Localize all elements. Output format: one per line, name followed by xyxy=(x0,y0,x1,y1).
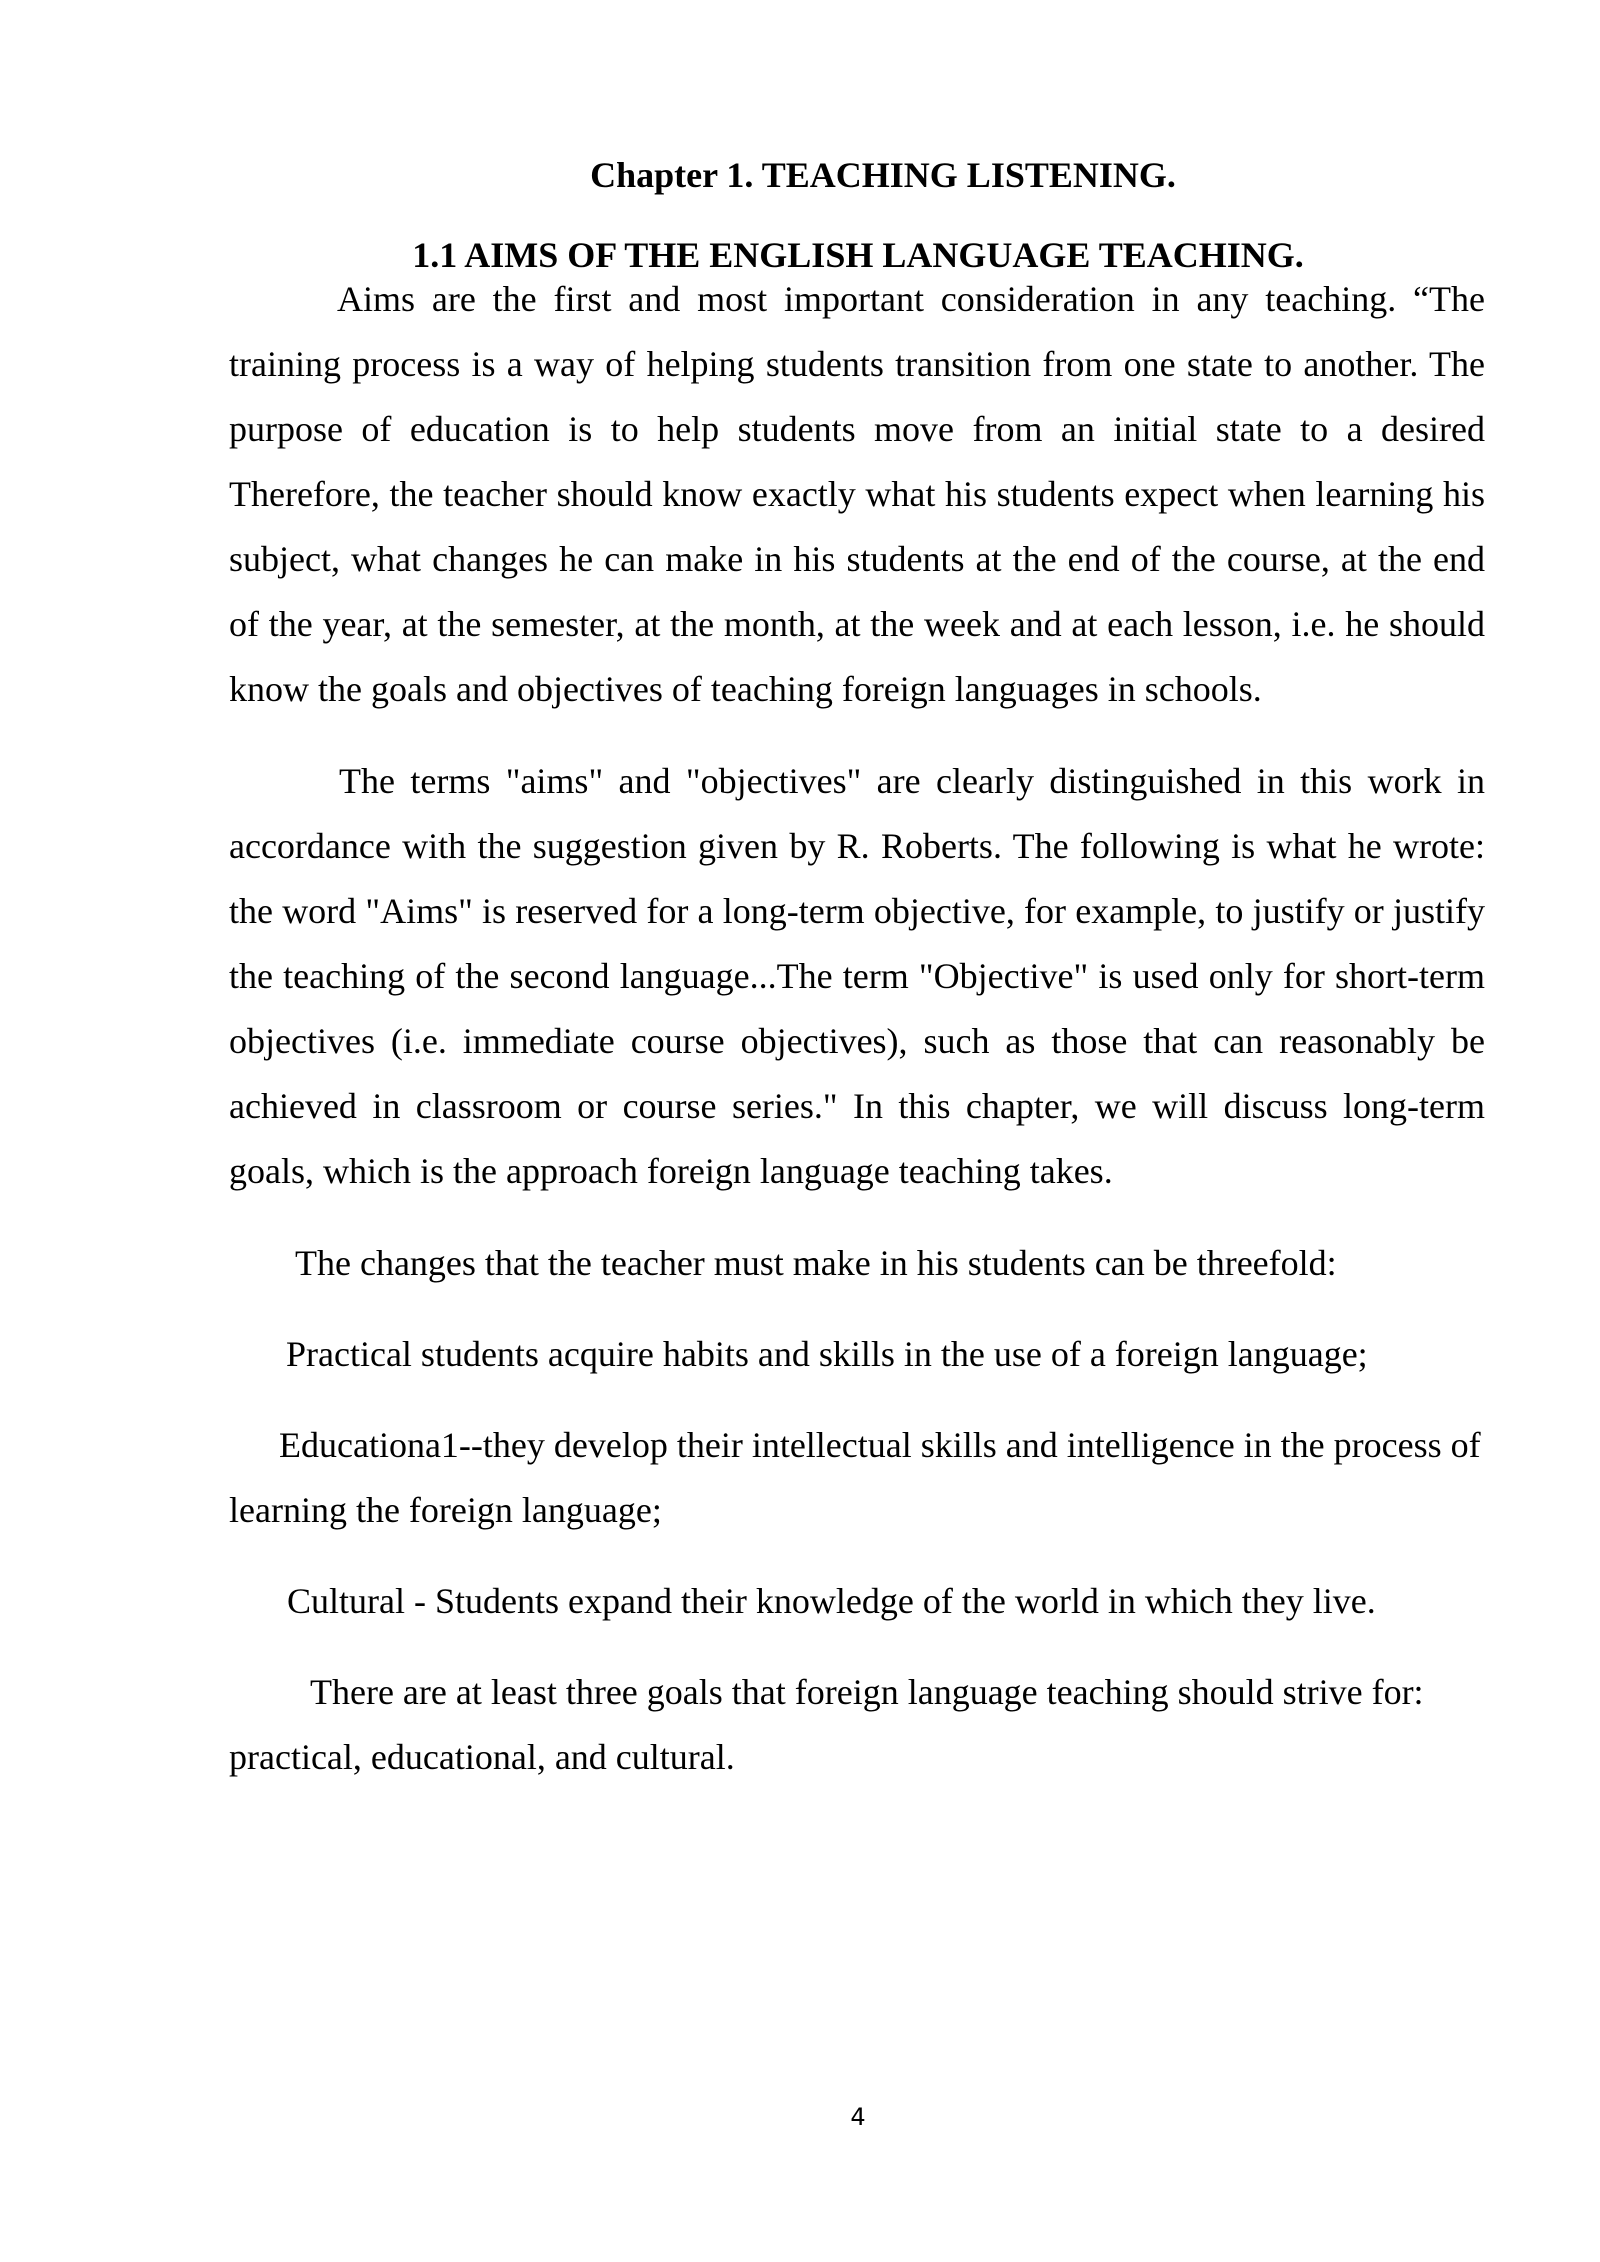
section-title: 1.1 AIMS OF THE ENGLISH LANGUAGE TEACHING. xyxy=(412,235,1304,275)
paragraph-three-goals: There are at least three goals that foreign language teaching should strive for: practical, educational, and cultural. xyxy=(229,1672,1424,1777)
paragraph-changes: The changes that the teacher must make in his students can be threefold: xyxy=(295,1243,1337,1283)
page-number: 4 xyxy=(850,2103,866,2131)
paragraph-practical: Practical students acquire habits and skills in the use of a foreign language; xyxy=(286,1334,1368,1374)
paragraph-aims-objectives: The terms "aims" and "objectives" are clearly distinguished in this work in accordance with the suggestion given by R. Roberts. The following is what he wrote: the word "Aims" is reserved for a long-term objective, for example, to justify or justify the teaching of the second language...The term "Objective" is used only for short-term objectives (i.e. immediate course objectives), such as those that can reasonably be achieved in classroom or course series." In this chapter, we will discuss long-term goals, which is the approach foreign language teaching takes. xyxy=(229,761,1485,1191)
chapter-title: Chapter 1. TEACHING LISTENING. xyxy=(590,155,1176,195)
paragraph-educational: Educationa1--they develop their intellectual skills and intelligence in the process of learning the foreign language; xyxy=(229,1425,1481,1530)
paragraph-aims-intro: Aims are the first and most important consideration in any teaching. “The training process is a way of helping students transition from one state to another. The purpose of education is to help students move from an initial state to a desired Therefore, the teacher should know exactly what his students expect when learning his subject, what changes he can make in his students at the end of the course, at the end of the year, at the semester, at the month, at the week and at each lesson, i.e. he should know the goals and objectives of teaching foreign languages in schools. xyxy=(229,279,1485,709)
page-content xyxy=(229,150,1485,1817)
paragraph-cultural: Cultural - Students expand their knowledge of the world in which they live. xyxy=(287,1581,1376,1621)
